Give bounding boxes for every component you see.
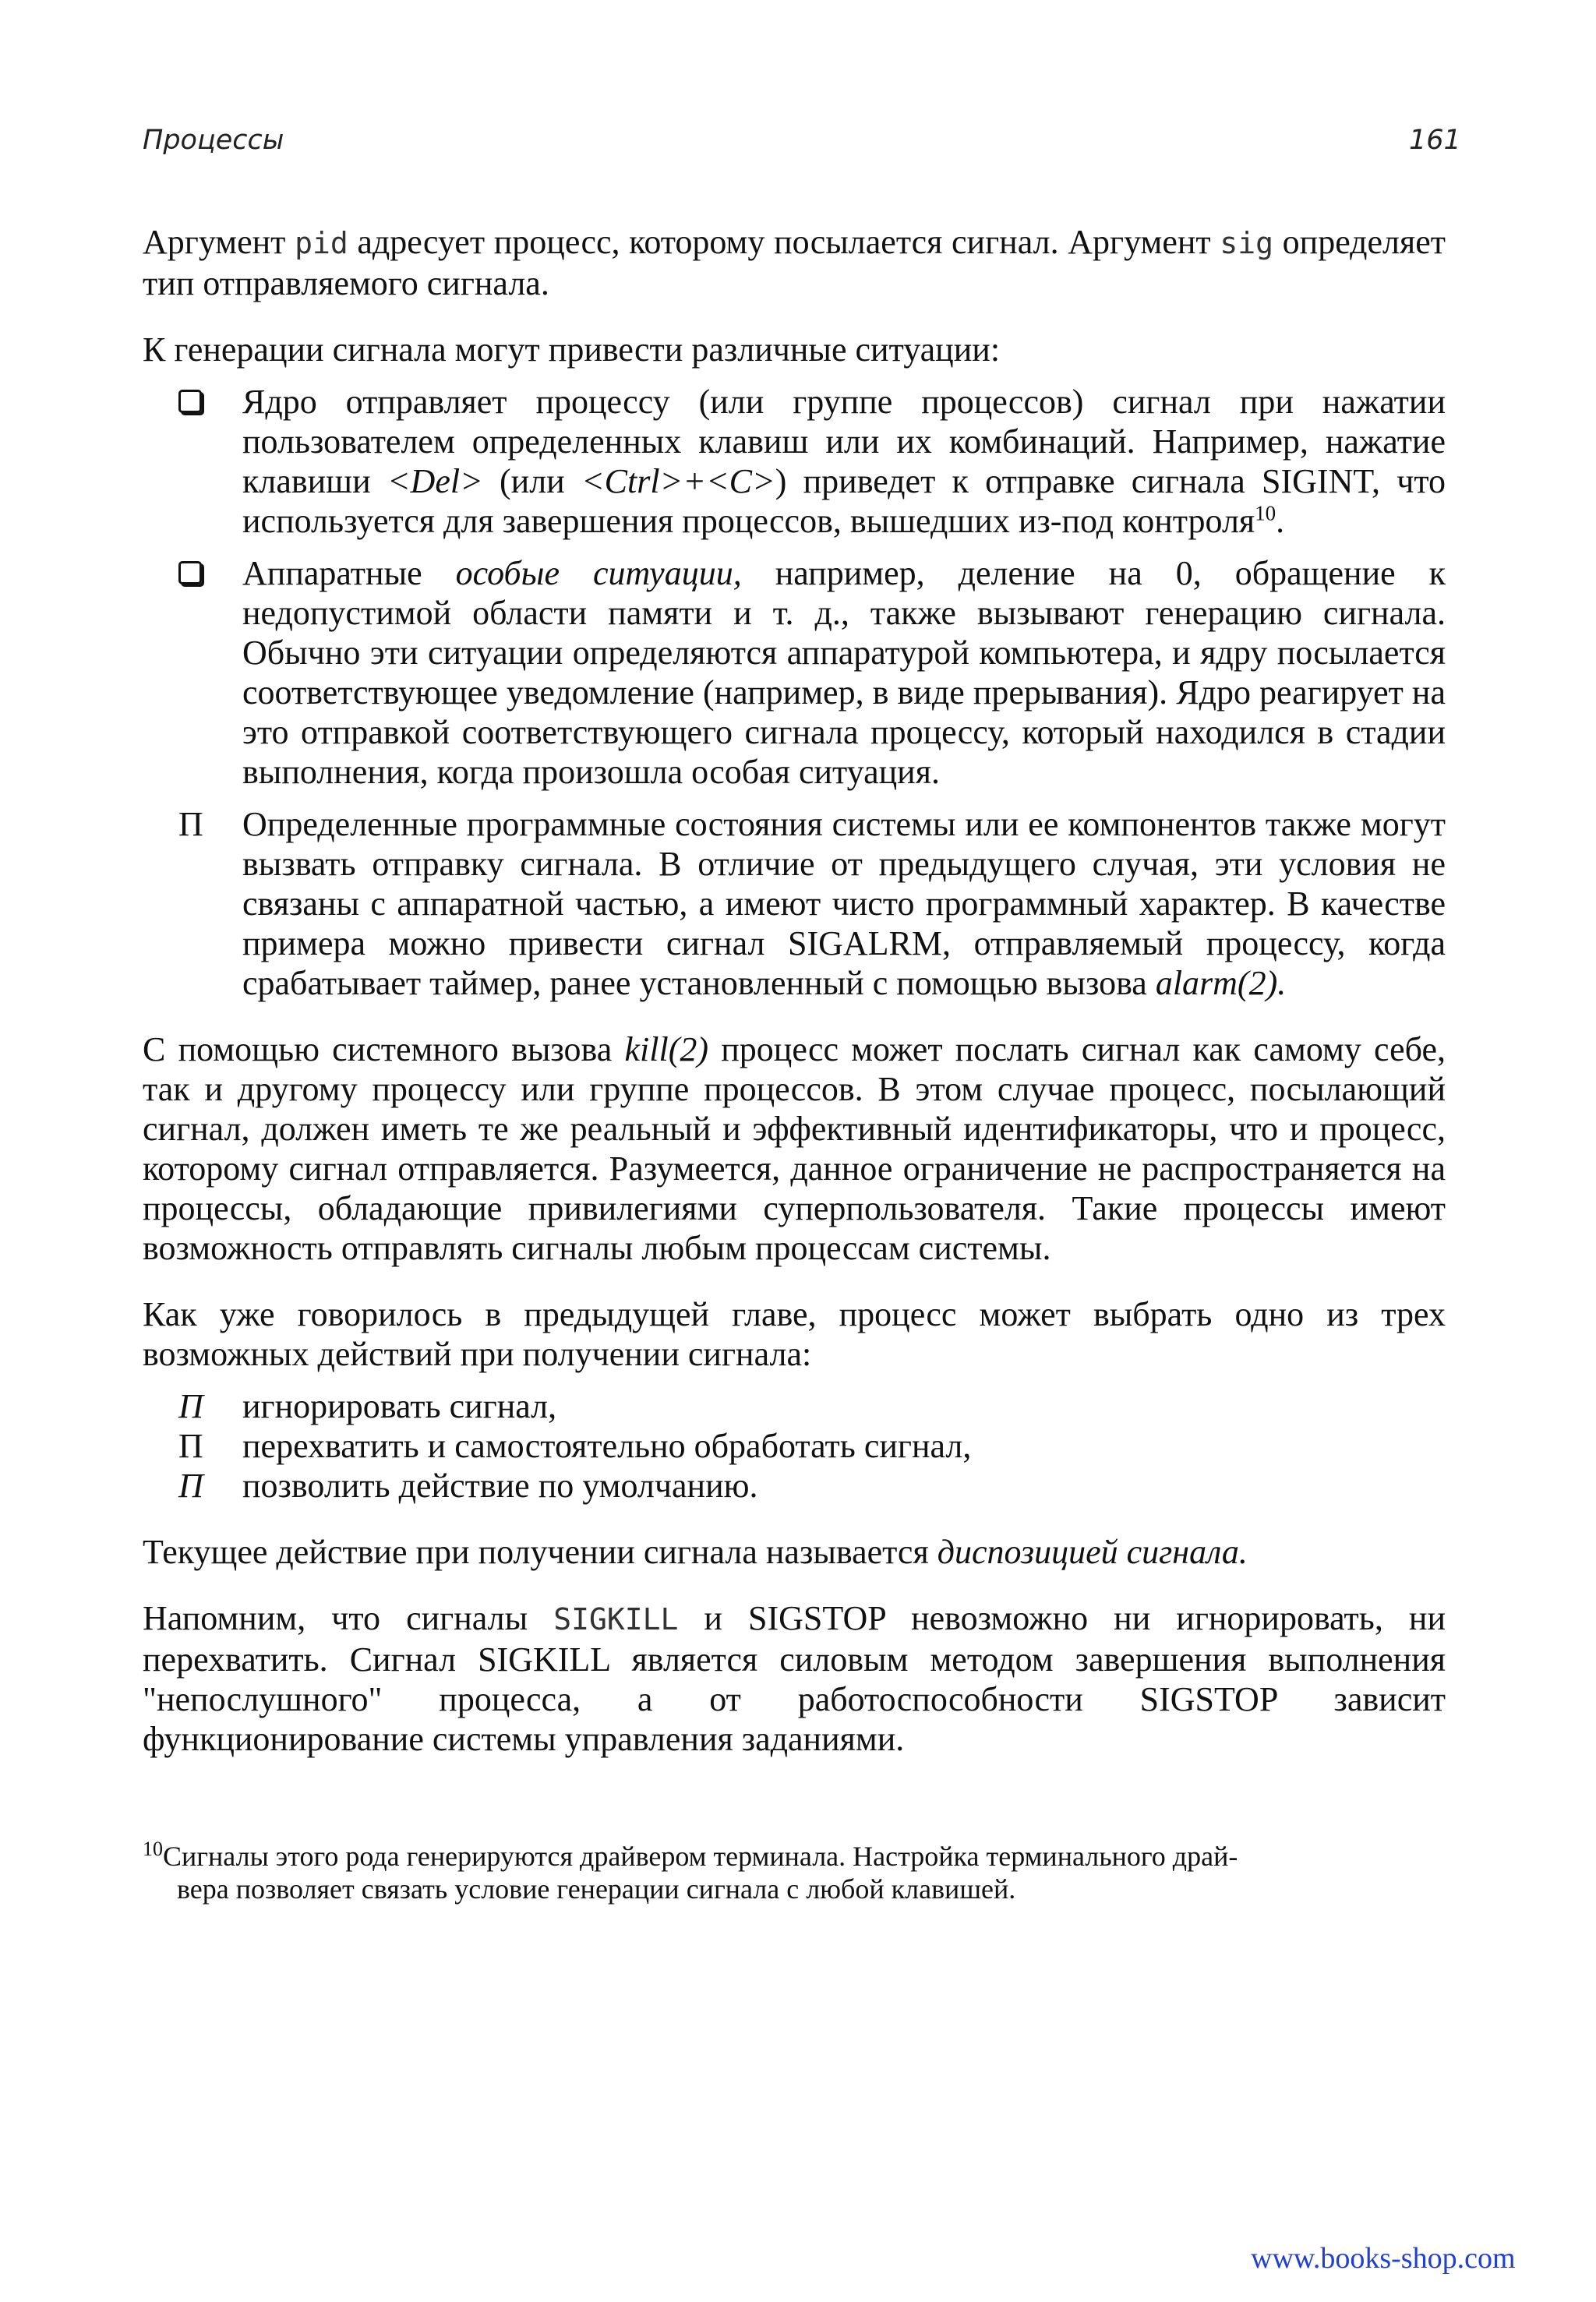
checkbox-bullet-icon xyxy=(178,382,225,422)
footnote-ref: 10 xyxy=(1255,501,1276,525)
code-sigkill: SIGKILL xyxy=(553,1602,679,1636)
text-run: С помощью системного вызова xyxy=(143,1030,625,1068)
text-run: адресует процесс, которому посылается сигнал. Аргумент xyxy=(348,223,1220,261)
running-title: Процессы xyxy=(143,125,284,156)
footnote-mark: 10 xyxy=(143,1838,163,1860)
emphasis: диспозицией сигнала. xyxy=(937,1533,1248,1571)
checkbox-bullet-icon xyxy=(178,553,225,593)
list-marker: П xyxy=(178,1427,203,1465)
text-run: Напомним, что сигналы xyxy=(143,1599,554,1637)
footnote-line-1: Сигналы этого рода генерируются драйвером терминала. Настройка терминального драй- xyxy=(163,1841,1238,1872)
paragraph-sigkill xyxy=(143,1598,1446,1759)
text-run: (или xyxy=(482,462,581,500)
emphasis: alarm(2). xyxy=(1155,964,1287,1002)
key-del: <Del> xyxy=(387,462,483,500)
code-sig: sig xyxy=(1220,226,1273,260)
key-ctrl-c: <Ctrl>+<C> xyxy=(581,462,775,500)
list-marker: П xyxy=(178,805,203,843)
page-number: 161 xyxy=(1409,125,1461,156)
list-item xyxy=(143,553,1446,792)
actions-list xyxy=(143,1386,1446,1506)
situations-list xyxy=(143,382,1446,1003)
text-run: Аргумент xyxy=(143,223,295,261)
text-run: . xyxy=(1276,502,1285,540)
text-run: и SIGSTOP невозможно ни игнорировать, ни перехватить. Сигнал SIGKILL является силовым методом завершения выполнения "непослушного" процесса, а от работоспособности SIGSTOP зависит функционирование системы управления заданиями. xyxy=(143,1599,1446,1758)
watermark-link[interactable]: www.books-shop.com xyxy=(1251,2242,1516,2275)
paragraph-disposition xyxy=(143,1532,1446,1572)
emphasis: kill(2) xyxy=(624,1030,708,1068)
text-run: перехватить и самостоятельно обработать сигнал, xyxy=(242,1427,972,1465)
text-run: определяет тип отправляемого сигнала. xyxy=(143,223,1446,302)
list-item xyxy=(143,382,1446,541)
page-body xyxy=(143,222,1446,1785)
emphasis: особые ситуации, xyxy=(455,554,742,592)
list-item xyxy=(143,1386,1446,1426)
text-run: ) приведет к отправке сигнала SIGINT, что используется для завершения процессов, вышедших из-под контроля xyxy=(242,462,1446,540)
text-run: игнорировать сигнал, xyxy=(242,1387,557,1425)
text-run: процесс может послать сигнал как самому себе, так и другому процессу или группе процессов. В этом случае процесс, посылающий сигнал, должен иметь те же реальный и эффективный идентификаторы, что и процесс, которому сигнал отправляется. Разумеется, данное ограничение не распространяется на процессы, обладающие привилегиями суперпользователя. Такие процессы имеют возможность отправлять сигналы любым процессам системы. xyxy=(143,1030,1446,1267)
text-run: позволить действие по умолчанию. xyxy=(242,1467,758,1505)
text-run: Определенные программные состояния системы или ее компонентов также могут вызвать отправку сигнала. В отличие от предыдущего случая, эти условия не связаны с аппаратной частью, а имеют чисто программный характер. В качестве примера можно привести сигнал SIGALRM, отправляемый процессу, когда срабатывает таймер, ранее установленный с помощью вызова xyxy=(242,805,1446,1002)
list-marker: П xyxy=(178,1467,203,1505)
paragraph-kill xyxy=(143,1029,1446,1268)
list-marker: П xyxy=(178,1387,203,1425)
code-pid: pid xyxy=(295,226,348,260)
footnote-line-2: вера позволяет связать условие генерации сигнала с любой клавишей. xyxy=(177,1873,1016,1905)
text-run: Ядро отправляет процессу (или группе процессов) сигнал при нажатии пользователем определенных клавиш или их комбинаций. Например, нажатие клавиши xyxy=(242,383,1446,500)
paragraph-actions-intro: Как уже говорилось в предыдущей главе, процесс может выбрать одно из трех возможных действий при получении сигнала: xyxy=(143,1295,1446,1373)
paragraph-situations-intro: К генерации сигнала могут привести различные ситуации: xyxy=(143,330,1001,369)
footnote xyxy=(143,1840,1446,1905)
list-item xyxy=(143,1466,1446,1506)
text-run: например, деление на 0, обращение к недопустимой области памяти и т. д., также вызывают генерацию сигнала. Обычно эти ситуации определяются аппаратурой компьютера, и ядру посылается соответствующее уведомление (например, в виде прерывания). Ядро реагирует на это отправкой соответствующего сигнала процессу, который находился в стадии выполнения, когда произошла особая ситуация. xyxy=(242,554,1446,791)
text-run: Текущее действие при получении сигнала называется xyxy=(143,1533,937,1571)
paragraph-arguments xyxy=(143,222,1446,303)
text-run: Аппаратные xyxy=(242,554,456,592)
list-item xyxy=(143,804,1446,1003)
list-item xyxy=(143,1426,1446,1466)
